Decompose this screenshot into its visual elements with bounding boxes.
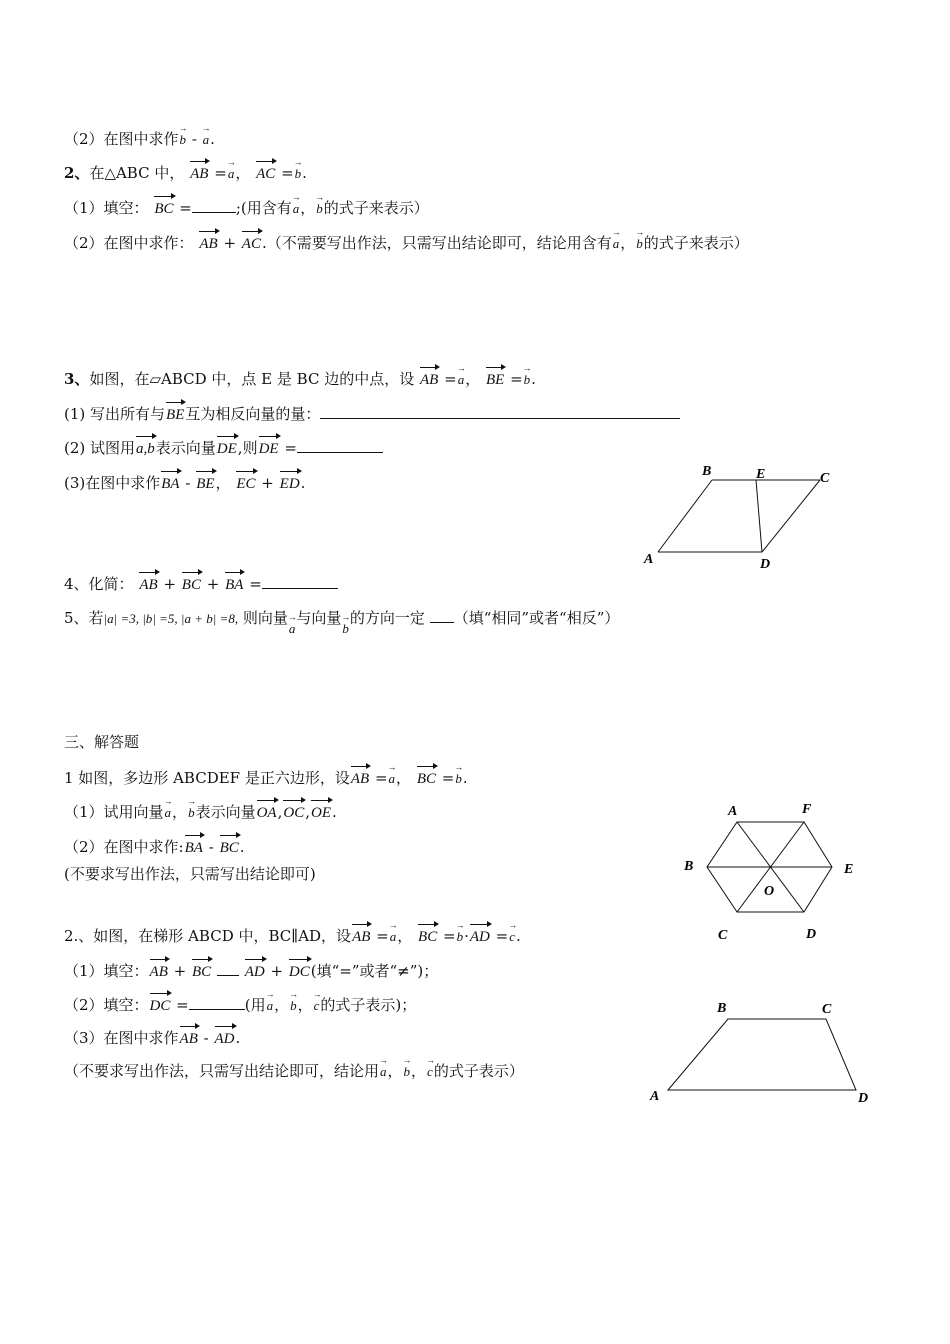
vector-ab: AB	[139, 571, 157, 595]
parallelogram-figure	[636, 460, 836, 575]
vector-ab: AB	[190, 160, 208, 184]
text: （2）在图中求作：	[64, 234, 194, 252]
text: =	[376, 927, 389, 945]
parallelogram-symbol: ▱	[149, 370, 161, 388]
vector-ac: AC	[242, 230, 261, 254]
text: 互为相反向量的量：	[185, 405, 321, 423]
vector-b: → b	[290, 992, 297, 1016]
question-number: 3、	[64, 370, 90, 388]
vector-ba: BA	[185, 834, 203, 858]
prev-subquestion-2: （2）在图中求作→ b - → a.	[64, 126, 215, 150]
text: 与向量	[296, 609, 342, 627]
vector-b: → b	[316, 195, 323, 219]
text: ,则	[237, 439, 258, 457]
text: .	[516, 927, 521, 945]
text: 的式子来表示）	[643, 234, 749, 252]
text: .	[462, 769, 468, 787]
vector-ac: AC	[256, 160, 275, 184]
text: （填“相同”或者“相反”）	[453, 609, 620, 627]
text: ，	[397, 927, 413, 945]
text: ，	[172, 803, 188, 821]
q2-stem	[64, 160, 307, 184]
vector-b: → b	[404, 1058, 411, 1082]
text: +	[223, 234, 237, 252]
label-o: O	[764, 884, 775, 899]
vector-ab: AB	[199, 230, 217, 254]
vector-bc: BC	[220, 834, 239, 858]
text: =	[179, 199, 192, 217]
vector-be: BE	[166, 401, 184, 425]
text: (1) 写出所有与	[64, 405, 166, 423]
text: =	[374, 769, 388, 787]
label-e: E	[756, 467, 766, 482]
vector-dc: DC	[289, 958, 310, 982]
trapezoid-outline	[668, 1019, 856, 1090]
text: 1 如图，多边形 ABCDEF 是正六边形，设	[64, 769, 350, 787]
vector-a: → a	[458, 366, 465, 390]
label-d: D	[760, 557, 771, 572]
text: +	[261, 474, 274, 492]
text: =	[443, 927, 456, 945]
text: +	[173, 962, 187, 980]
text: (用	[244, 996, 266, 1014]
segment-ed	[756, 480, 762, 552]
text: +	[270, 962, 284, 980]
question-number: 2、	[64, 164, 90, 182]
vector-b: → b	[188, 799, 195, 823]
vector-oe: OE	[311, 799, 331, 823]
vector-be: BE	[486, 366, 504, 390]
text: （1）填空：	[64, 199, 149, 217]
text: ，	[396, 769, 412, 787]
text: (填“=”或者“≠”)；	[310, 962, 439, 980]
label-c: C	[820, 471, 830, 486]
vector-bc: BC	[417, 765, 436, 789]
vector-b: → b	[455, 765, 462, 789]
q2-sub1	[64, 195, 429, 219]
vector-b: → b	[636, 230, 643, 254]
text: (3)在图中求作	[64, 474, 161, 492]
s3-p1-note: (不要求写出作法，只需写出结论即可)	[64, 865, 316, 883]
text: .	[531, 370, 536, 388]
text: （1）填空：	[64, 962, 149, 980]
text: +	[206, 575, 220, 593]
vector-de: DE	[217, 435, 237, 459]
label-b: B	[702, 464, 712, 479]
q3-sub3	[64, 470, 305, 494]
trapezoid-figure	[640, 990, 880, 1115]
vector-oa: OA	[257, 799, 277, 823]
text: -	[208, 838, 214, 856]
text: =	[441, 769, 455, 787]
vector-ab: AB	[352, 923, 370, 947]
answer-blank[interactable]	[192, 198, 236, 213]
text: (2) 试图用	[64, 439, 136, 457]
q3-sub2	[64, 435, 383, 459]
vector-ba: BA	[225, 571, 243, 595]
text: 的式子表示）	[433, 1062, 524, 1080]
vector-ad: AD	[470, 923, 490, 947]
s3-p1-sub2	[64, 834, 245, 858]
text: ，	[215, 474, 231, 492]
vector-c: → c	[427, 1058, 433, 1082]
text: ，	[465, 370, 481, 388]
text: =	[284, 439, 297, 457]
label-a: A	[650, 1089, 660, 1104]
vector-ab: AB	[150, 958, 168, 982]
vector-bc: BC	[182, 571, 201, 595]
vector-ed: ED	[280, 470, 300, 494]
s3-p2-sub1	[64, 958, 438, 982]
answer-blank[interactable]	[217, 961, 239, 976]
answer-blank[interactable]	[189, 995, 245, 1010]
vector-a: → a	[389, 765, 396, 789]
q5	[64, 605, 620, 636]
text: =	[510, 370, 523, 388]
vector-bc: BC	[154, 195, 173, 219]
text: ·	[464, 927, 469, 945]
vector-ab: AB	[351, 765, 369, 789]
s3-p2-stem	[64, 923, 521, 947]
edge-cd	[762, 480, 820, 552]
text: （2）填空：	[64, 996, 149, 1014]
vector-dc: DC	[150, 992, 171, 1016]
text: .	[300, 474, 306, 492]
vector-b: → b	[342, 615, 349, 639]
label-d: D	[858, 1091, 869, 1106]
vector-b: → b	[457, 923, 464, 947]
q2-sub2	[64, 230, 749, 254]
text: （2）在图中求作	[64, 130, 179, 148]
vector-a: → a	[380, 1058, 387, 1082]
vector-b: → b	[180, 126, 187, 150]
label-c: C	[718, 928, 728, 943]
label-b: B	[684, 859, 694, 874]
vector-ec: EC	[236, 470, 255, 494]
label-a: A	[644, 552, 654, 567]
vector-a: → a	[613, 230, 620, 254]
vector-bc: BC	[192, 958, 211, 982]
vector-a: → a	[390, 923, 397, 947]
text: 则向量	[242, 609, 288, 627]
text: （2）在图中求作:	[64, 838, 184, 856]
label-a: A	[728, 804, 738, 819]
text: -	[203, 1029, 209, 1047]
text: 4、化简：	[64, 575, 134, 593]
text: 2.、如图，在梯形 ABCD 中，BC∥AD，设	[64, 927, 352, 945]
text: 的式子表示)；	[320, 996, 417, 1014]
text: .	[331, 803, 337, 821]
answer-blank[interactable]	[297, 438, 383, 453]
vector-de: DE	[259, 435, 279, 459]
text: 在△ABC 中，	[89, 164, 185, 182]
text: 5、若	[64, 609, 104, 627]
answer-blank[interactable]	[320, 404, 680, 419]
text: =	[444, 370, 457, 388]
text: .	[239, 838, 245, 856]
vector-oc: OC	[283, 799, 304, 823]
vector-b: → b	[524, 366, 531, 390]
vector-a: → a	[165, 799, 172, 823]
vector-c: → c	[314, 992, 320, 1016]
text: =	[214, 164, 227, 182]
vector-a: → a	[228, 160, 235, 184]
text: （1）试用向量	[64, 803, 164, 821]
answer-blank[interactable]	[430, 608, 454, 623]
q3-sub1	[64, 401, 680, 425]
vector-ad: AD	[245, 958, 265, 982]
text: 表示向量	[155, 439, 216, 457]
label-d: D	[806, 927, 817, 942]
text: ，	[235, 164, 251, 182]
text: （不要求写出作法，只需写出结论即可，结论用	[64, 1062, 380, 1080]
text: ，	[300, 199, 316, 217]
text: 的方向一定	[349, 609, 425, 627]
text: ，	[620, 234, 636, 252]
text: .	[235, 1029, 241, 1047]
vector-ab: AB	[420, 366, 438, 390]
label-c: C	[822, 1002, 832, 1017]
text: （3）在图中求作	[64, 1029, 179, 1047]
q3-stem	[64, 366, 536, 390]
q4	[64, 571, 338, 595]
vector-ab: AB	[180, 1025, 198, 1049]
text: =	[495, 927, 509, 945]
vector-ba: BA	[161, 470, 179, 494]
vector-be: BE	[196, 470, 214, 494]
text: -	[185, 474, 191, 492]
s3-p2-note: （不要求写出作法，只需写出结论即可，结论用→ a，→ b，→ c的式子表示）	[64, 1058, 524, 1082]
text: 表示向量	[195, 803, 256, 821]
vectors-a-b: a,b	[136, 435, 155, 459]
s3-p1-sub1: （1）试用向量→ a，→ b表示向量OA,OC,OE.	[64, 799, 337, 823]
text: =	[281, 164, 294, 182]
vector-a: → a	[289, 615, 296, 639]
text: .	[302, 164, 307, 182]
text: +	[163, 575, 177, 593]
text: 如图，在	[89, 370, 150, 388]
section-heading: 三、解答题	[64, 733, 140, 751]
label-e: E	[844, 862, 854, 877]
text: ABCD 中，点 E 是 BC 边的中点，设	[161, 370, 415, 388]
s3-p2-sub3	[64, 1025, 240, 1049]
hexagon-figure	[676, 795, 866, 945]
text: ;(用含有	[235, 199, 292, 217]
vector-c: → c	[509, 923, 515, 947]
text: .	[210, 130, 215, 148]
text: 的式子来表示）	[323, 199, 429, 217]
label-b: B	[717, 1001, 727, 1016]
text: .（不需要写出作法，只需写出结论即可，结论用含有	[261, 234, 612, 252]
edge-ab	[658, 480, 712, 552]
text: =	[249, 575, 262, 593]
vector-ad: AD	[215, 1025, 235, 1049]
text: =	[176, 996, 189, 1014]
vector-a: → a	[293, 195, 300, 219]
label-f: F	[802, 802, 812, 817]
condition-formula: |a| =3, |b| =5, |a + b| =8,	[103, 611, 239, 626]
s3-p1-stem	[64, 765, 468, 789]
s3-p2-sub2: （2）填空：DC = (用→ a，→ b，→ c的式子表示)；	[64, 992, 416, 1016]
vector-bc: BC	[418, 923, 437, 947]
answer-blank[interactable]	[262, 574, 338, 589]
vector-b: → b	[295, 160, 302, 184]
vector-a: → a	[203, 126, 210, 150]
vector-a: → a	[267, 992, 274, 1016]
